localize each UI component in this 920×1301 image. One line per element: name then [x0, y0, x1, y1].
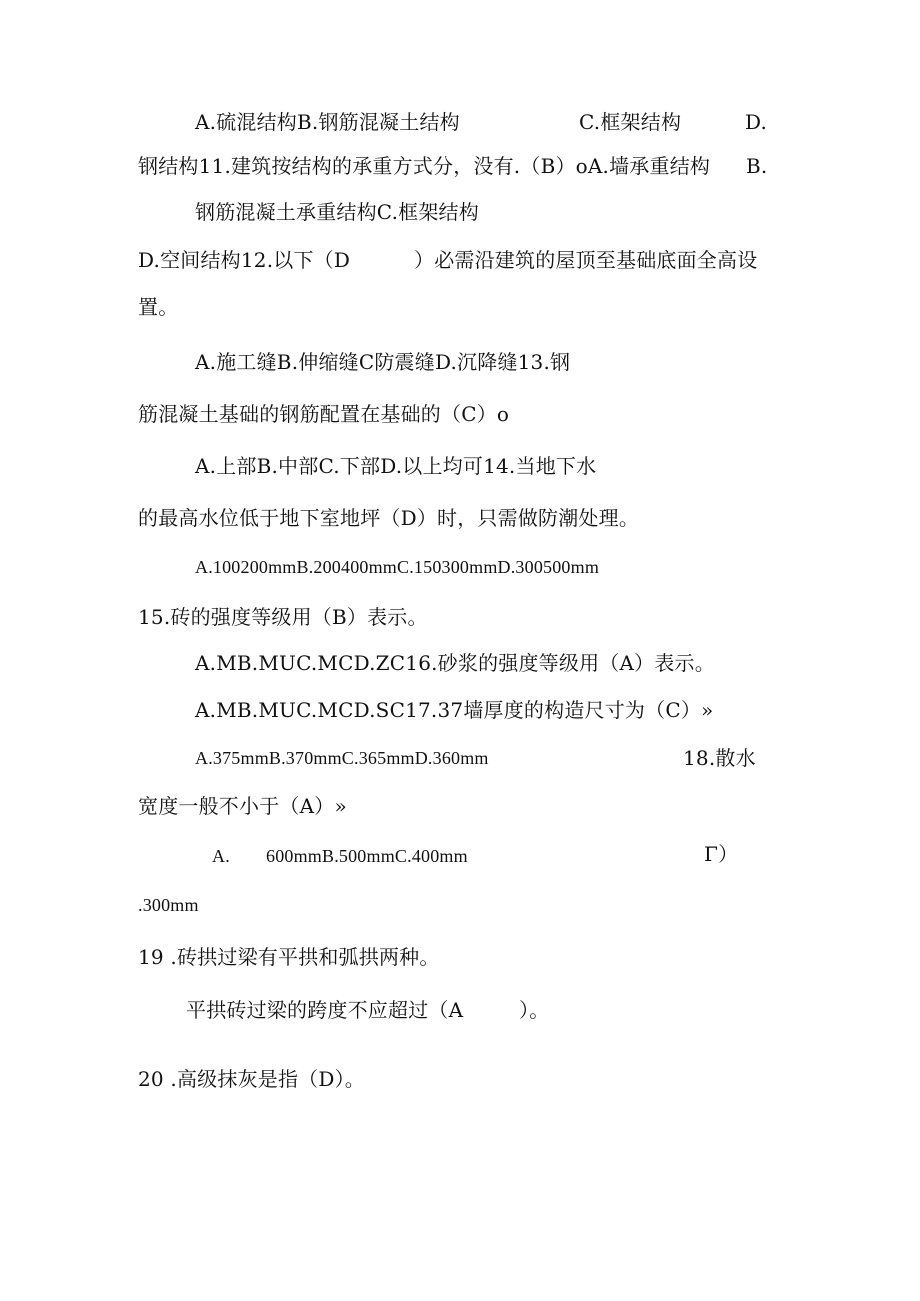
text-line: A. — [212, 846, 230, 866]
text-line: Γ） — [704, 842, 739, 866]
text-line: ）必需沿建筑的屋顶至基础底面全高设 — [414, 248, 758, 272]
text-line: 20 .高级抹灰是指（D）。 — [138, 1067, 365, 1091]
text-line: 置。 — [138, 295, 179, 319]
text-line: D.空间结构12.以下（D — [138, 248, 351, 272]
text-line: D. — [745, 110, 768, 134]
text-line: 19 .砖拱过梁有平拱和弧拱两种。 — [138, 945, 440, 969]
text-line: ）。 — [519, 998, 550, 1022]
text-line: 宽度一般不小于（A）» — [138, 794, 347, 818]
text-line: A.100200mmB.200400mmC.150300mmD.300500mm — [195, 557, 600, 577]
text-line: A.施工缝B.伸缩缝C防震缝D.沉降缝13.钢 — [195, 350, 571, 374]
text-line: 600mmB.500mmC.400mm — [266, 846, 468, 866]
text-line: .300mm — [138, 895, 199, 915]
text-line: A.375mmB.370mmC.365mmD.360mm — [195, 748, 489, 768]
text-line: C.框架结构 — [579, 110, 682, 134]
text-line: 的最高水位低于地下室地坪（D）时，只需做防潮处理。 — [138, 506, 640, 530]
text-line: 筋混凝土基础的钢筋配置在基础的（C）o — [138, 402, 510, 426]
text-line: A.MB.MUC.MCD.SC17.37墙厚度的构造尺寸为（C）» — [195, 698, 714, 722]
text-line: 钢结构11.建筑按结构的承重方式分，没有.（B）oA.墙承重结构 — [138, 154, 711, 178]
text-line: A.上部B.中部C.下部D.以上均可14.当地下水 — [195, 454, 597, 478]
text-line: A.MB.MUC.MCD.ZC16.砂浆的强度等级用（A）表示。 — [195, 651, 715, 675]
text-line: 钢筋混凝土承重结构C.框架结构 — [195, 200, 479, 224]
text-line: 18.散水 — [683, 746, 756, 770]
text-line: 15.砖的强度等级用（B）表示。 — [138, 605, 428, 629]
text-line: A.硫混结构B.钢筋混凝土结构 — [195, 110, 460, 134]
text-line: 平拱砖过梁的跨度不应超过（A — [186, 998, 464, 1022]
text-line: B. — [746, 154, 768, 178]
